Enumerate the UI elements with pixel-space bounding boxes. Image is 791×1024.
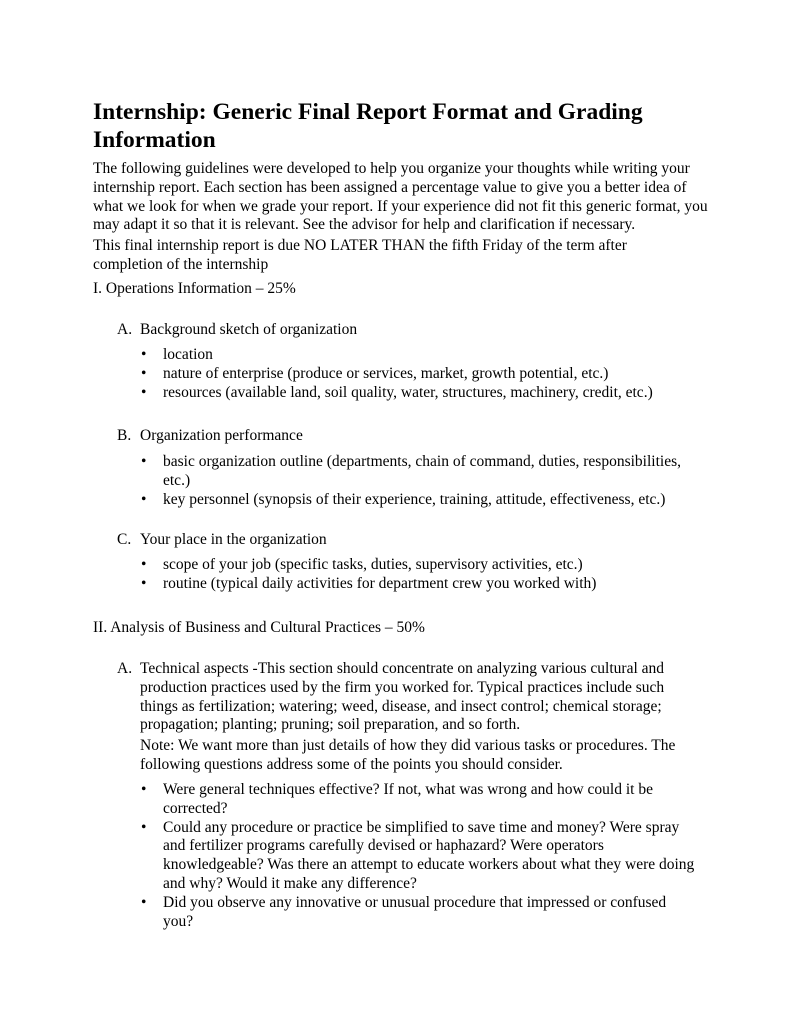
section-2a-text: Technical aspects -This section should concentrate on analyzing various cultural and production practices used by the firm you worked for. Typical practices include such things as fertilization; watering; weed, disease, and insect control; chemical storage; propagation; planting; pruning; soil preparation, and so forth. — [140, 660, 665, 734]
section-1c-label: C. — [117, 531, 132, 548]
list-item: • resources (available land, soil quality, water, structures, machinery, credit, etc.) — [140, 384, 710, 403]
due-date-paragraph: This final internship report is due NO LATER THAN the fifth Friday of the term after completion of the internship — [93, 237, 627, 273]
section-2-heading: II. Analysis of Business and Cultural Practices – 50% — [93, 619, 425, 636]
section-1b-text: Organization performance — [140, 427, 303, 444]
section-1b-bullets — [140, 453, 695, 509]
section-1c-text: Your place in the organization — [140, 531, 327, 548]
list-item: • Did you observe any innovative or unusual procedure that impressed or confused you? — [140, 894, 700, 932]
list-item: • Were general techniques effective? If not, what was wrong and how could it be corrected? — [140, 781, 700, 819]
list-item: • Could any procedure or practice be simplified to save time and money? Were spray and fertilizer programs carefully devised or haphazard? Were operators knowledgeable? Was there an attempt to educate workers about what they were doing and why? Would it make any difference? — [140, 819, 700, 894]
list-item: • routine (typical daily activities for department crew you worked with) — [140, 575, 710, 594]
section-1c-bullets — [140, 556, 710, 594]
list-item: • scope of your job (specific tasks, duties, supervisory activities, etc.) — [140, 556, 710, 575]
section-2a-note: Note: We want more than just details of how they did various tasks or procedures. The following questions address some of the points you should consider. — [140, 737, 676, 773]
section-1a-label: A. — [117, 321, 133, 338]
list-item: • nature of enterprise (produce or services, market, growth potential, etc.) — [140, 365, 710, 384]
section-1b-label: B. — [117, 427, 132, 444]
page-title: Internship: Generic Final Report Format and Grading Information — [93, 99, 643, 153]
section-2a-bullets — [140, 781, 700, 931]
list-item: • location — [140, 346, 710, 365]
section-1-heading: I. Operations Information – 25% — [93, 280, 296, 297]
list-item: • basic organization outline (departments, chain of command, duties, responsibilities, etc.) — [140, 453, 695, 491]
list-item: • key personnel (synopsis of their experience, training, attitude, effectiveness, etc.) — [140, 491, 695, 510]
intro-paragraph: The following guidelines were developed to help you organize your thoughts while writing your internship report. Each section has been assigned a percentage value to give you a better idea of what we look for when we grade your report. If your experience did not fit this generic format, you may adapt it so that it is relevant. See the advisor for help and clarification if necessary. — [93, 160, 708, 234]
section-1a-bullets — [140, 346, 710, 402]
section-2a-label: A. — [117, 660, 133, 677]
section-1a-text: Background sketch of organization — [140, 321, 358, 338]
